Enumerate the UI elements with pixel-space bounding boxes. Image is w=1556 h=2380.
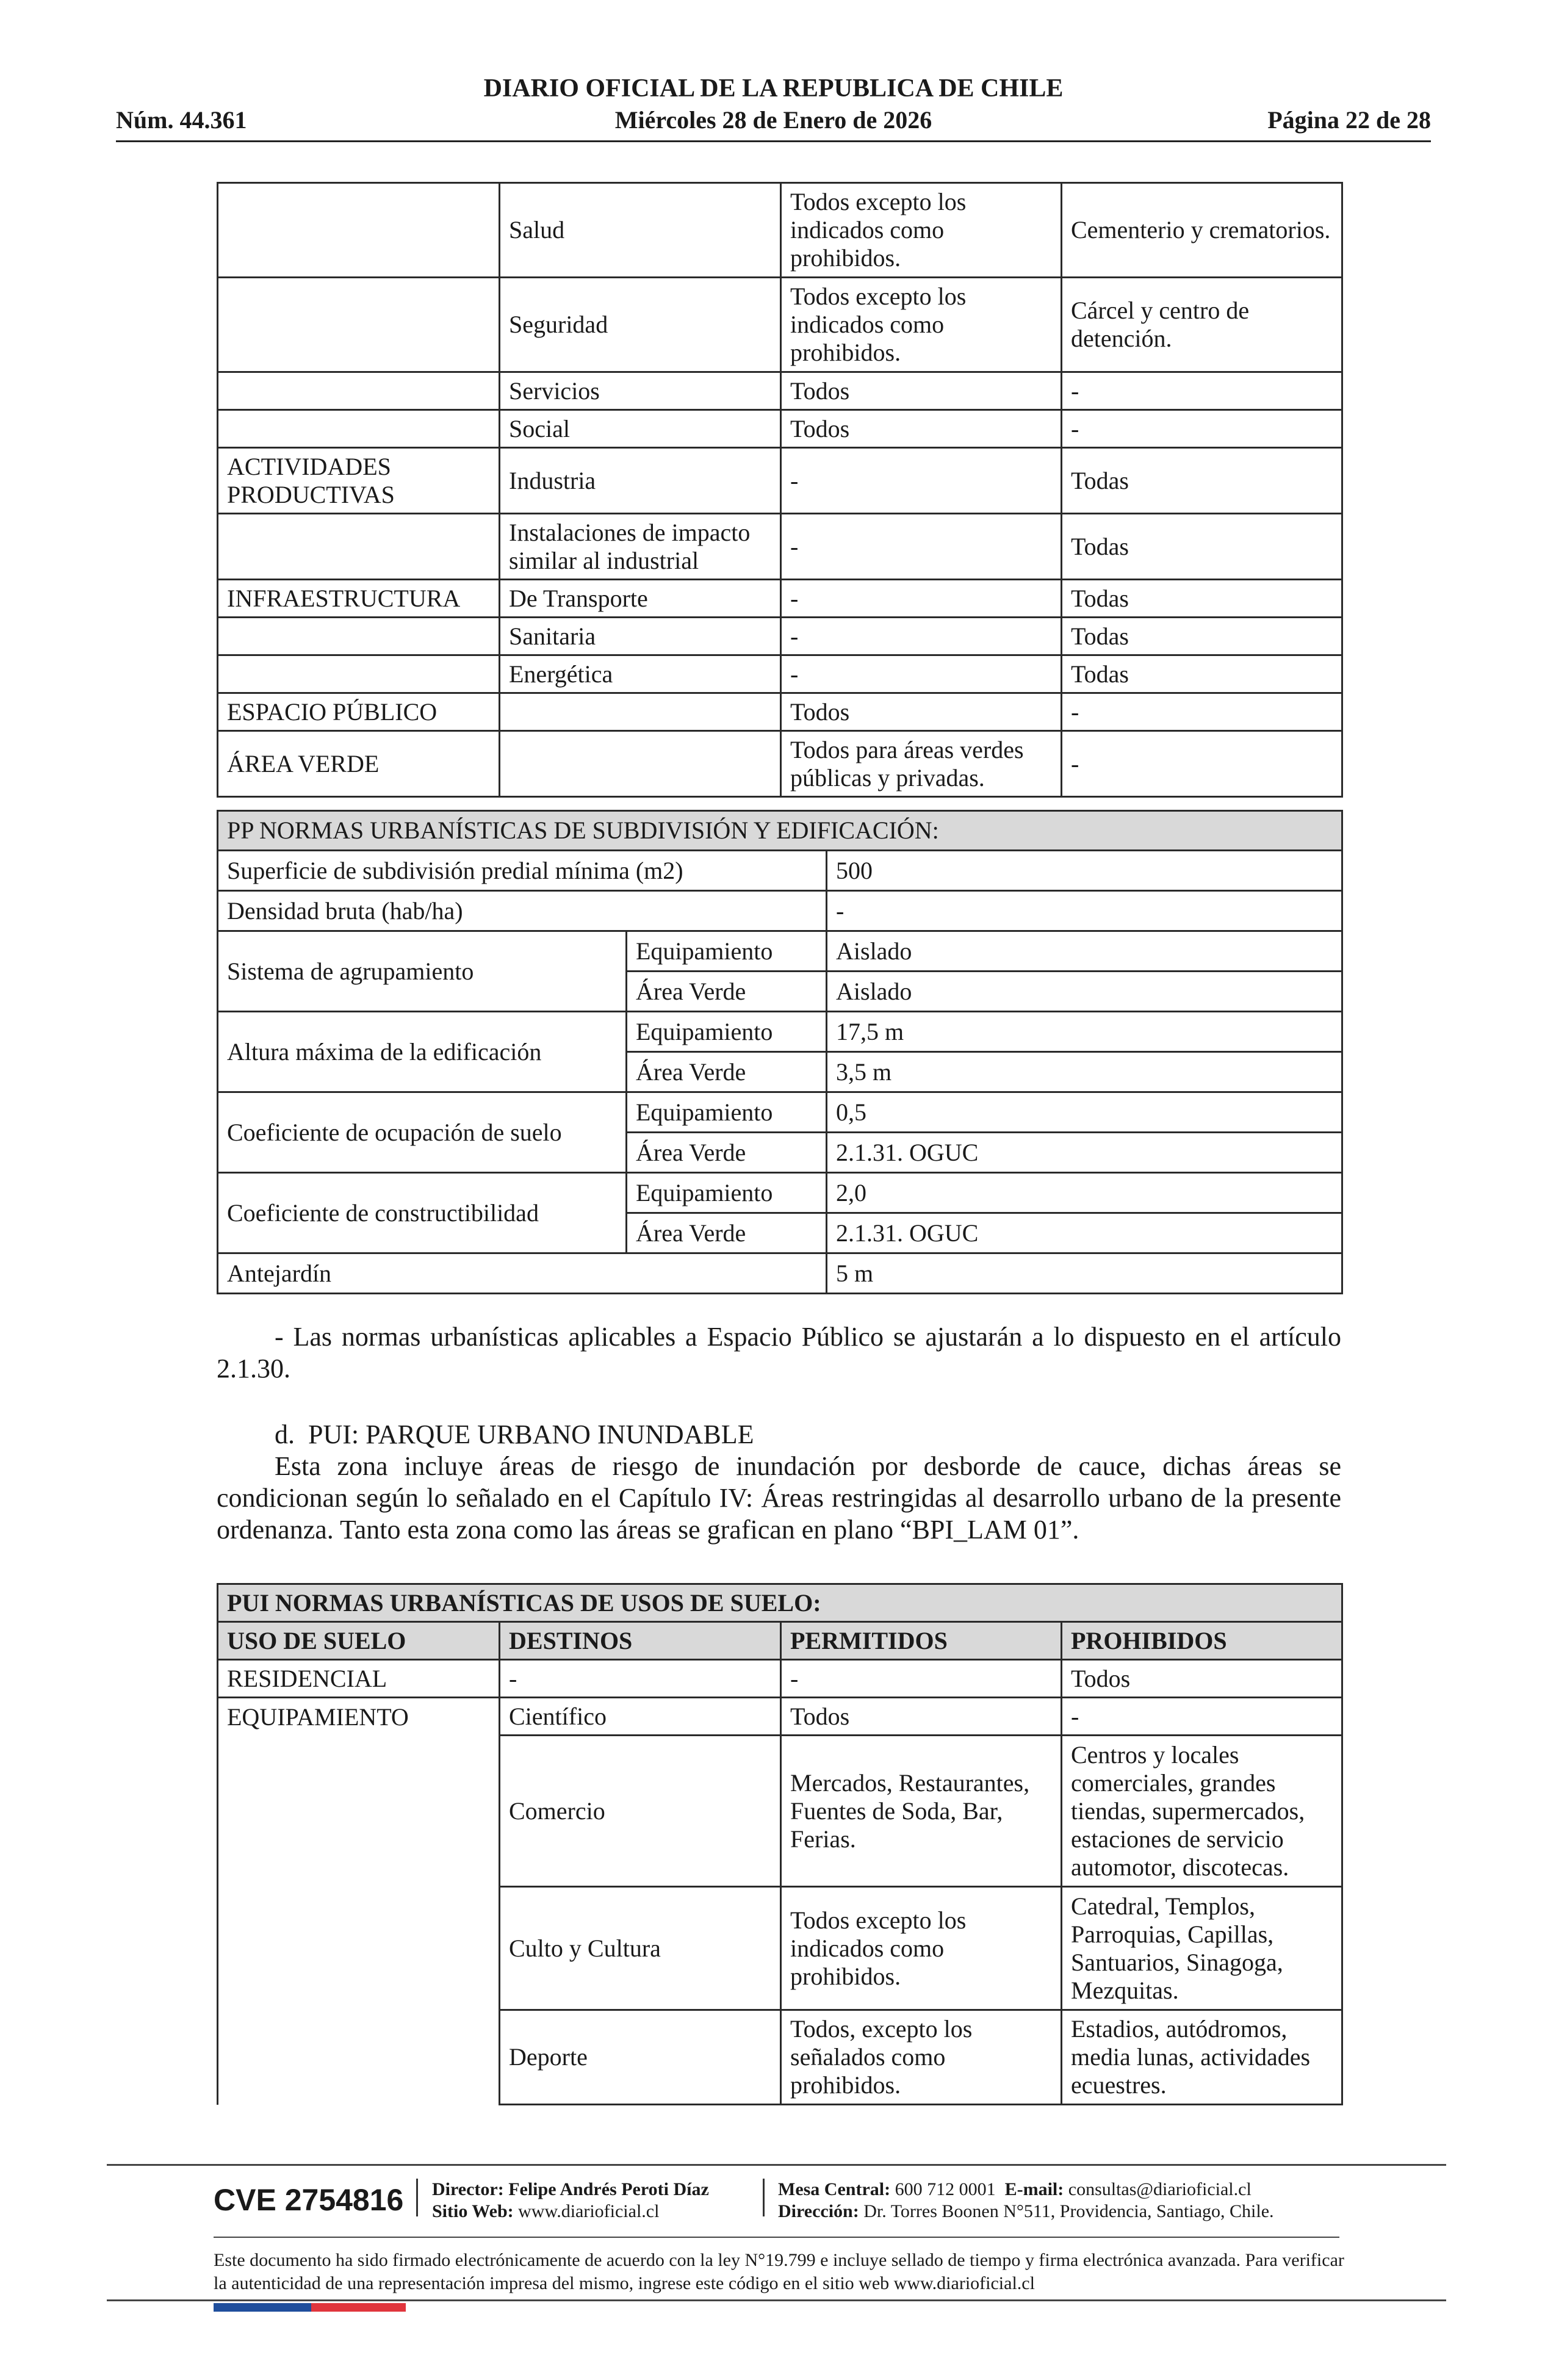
table-cell: Todos excepto los indicados como prohibidos.: [781, 278, 1062, 372]
table-row: [218, 1660, 1342, 1698]
norm-value: 500: [827, 851, 1342, 891]
table-cell: [500, 693, 781, 731]
table-row: [218, 618, 1342, 655]
table-cell: Científico: [500, 1698, 781, 1736]
issue-date: Miércoles 28 de Enero de 2026: [614, 106, 932, 134]
table-cell: Todos: [781, 372, 1062, 410]
table-cell: [218, 655, 500, 693]
norm-value: 2.1.31. OGUC: [827, 1133, 1342, 1173]
table-cell: Todos para áreas verdes públicas y privadas.: [781, 731, 1062, 797]
table-cell: Todos, excepto los señalados como prohibidos.: [781, 2010, 1062, 2105]
table-row: [218, 1253, 1342, 1294]
table-cell: [218, 2010, 500, 2105]
table-cell: Instalaciones de impacto similar al industrial: [500, 514, 781, 580]
table-cell: -: [1062, 731, 1342, 797]
norm-label: Superficie de subdivisión predial mínima (m2): [218, 851, 827, 891]
table-cell: -: [1062, 1698, 1342, 1736]
table-cell: Todos: [781, 693, 1062, 731]
table-cell: -: [781, 1660, 1062, 1698]
table-cell: EQUIPAMIENTO: [218, 1698, 500, 1736]
footer-divider-top: [107, 2164, 1446, 2166]
table-cell: [218, 618, 500, 655]
table-cell: Industria: [500, 448, 781, 514]
table-cell: Catedral, Templos, Parroquias, Capillas, Santuarios, Sinagoga, Mezquitas.: [1062, 1887, 1342, 2010]
table-cell: Seguridad: [500, 278, 781, 372]
table-cell: Cárcel y centro de detención.: [1062, 278, 1342, 372]
central-phone: 600 712 0001: [895, 2179, 996, 2199]
table-cell: -: [1062, 410, 1342, 448]
note-paragraph: - Las normas urbanísticas aplicables a Espacio Público se ajustarán a lo dispuesto en el artículo 2.1.30.: [217, 1322, 1341, 1383]
director-name: Felipe Andrés Peroti Díaz: [508, 2179, 709, 2199]
page-indicator: Página 22 de 28: [1267, 106, 1431, 134]
norm-value: 0,5: [827, 1092, 1342, 1133]
pp-norms-table: [217, 810, 1343, 1294]
web-link[interactable]: www.diarioficial.cl: [518, 2201, 660, 2221]
table-row: [218, 1887, 1342, 2010]
flag-stripe-red: [311, 2303, 406, 2312]
column-header: USO DE SUELO: [218, 1622, 500, 1660]
table-cell: -: [1062, 372, 1342, 410]
table-cell: Estadios, autódromos, media lunas, actividades ecuestres.: [1062, 2010, 1342, 2105]
norm-value: Aislado: [827, 931, 1342, 972]
web-label: Sitio Web:: [432, 2201, 514, 2221]
table-cell: Servicios: [500, 372, 781, 410]
norm-sublabel: Área Verde: [627, 1213, 827, 1253]
norm-label: Densidad bruta (hab/ha): [218, 891, 827, 931]
table-cell: Todas: [1062, 448, 1342, 514]
table-cell: [500, 731, 781, 797]
issue-number: Núm. 44.361: [116, 106, 247, 134]
norm-sublabel: Área Verde: [627, 1133, 827, 1173]
norm-label: Antejardín: [218, 1253, 827, 1294]
norm-value: 17,5 m: [827, 1012, 1342, 1052]
section-paragraph: Esta zona incluye áreas de riesgo de inundación por desborde de cauce, dichas áreas se condicionan según lo señalado en el Capítulo IV: Áreas restringidas al desarrollo urbano de la presente ordenanza. Tanto esta zona como las áreas se grafican en plano “BPI_LAM 01”.: [217, 1451, 1341, 1545]
table-cell: [218, 278, 500, 372]
table-cell: -: [1062, 693, 1342, 731]
table-row: [218, 851, 1342, 891]
table-cell: [218, 1887, 500, 2010]
publication-title: DIARIO OFICIAL DE LA REPUBLICA DE CHILE: [483, 74, 1064, 103]
norm-value: Aislado: [827, 972, 1342, 1012]
table-cell: Todos: [781, 1698, 1062, 1736]
table-row: [218, 655, 1342, 693]
table-cell: Todos: [781, 410, 1062, 448]
norm-sublabel: Equipamiento: [627, 1012, 827, 1052]
column-header: PERMITIDOS: [781, 1622, 1062, 1660]
table-cell: Sanitaria: [500, 618, 781, 655]
table-cell: De Transporte: [500, 580, 781, 618]
table-cell: -: [781, 655, 1062, 693]
section-title: d. PUI: PARQUE URBANO INUNDABLE: [275, 1419, 754, 1449]
table-row: [218, 1173, 1342, 1213]
pp-norms-title: PP NORMAS URBANÍSTICAS DE SUBDIVISIÓN Y EDIFICACIÓN:: [218, 811, 1342, 851]
cve-code: CVE 2754816: [214, 2183, 404, 2217]
table-row: [218, 514, 1342, 580]
norm-sublabel: Equipamiento: [627, 1173, 827, 1213]
director-info: [432, 2179, 709, 2223]
table-cell: Todas: [1062, 580, 1342, 618]
table-cell: Centros y locales comerciales, grandes tiendas, supermercados, estaciones de servicio automotor, discotecas.: [1062, 1736, 1342, 1887]
table-cell: -: [781, 618, 1062, 655]
table-cell: [218, 372, 500, 410]
table-cell: Energética: [500, 655, 781, 693]
table-cell: ACTIVIDADES PRODUCTIVAS: [218, 448, 500, 514]
footer-divider-bottom: [107, 2299, 1446, 2301]
table-cell: Culto y Cultura: [500, 1887, 781, 2010]
table-row: [218, 931, 1342, 972]
email-link[interactable]: consultas@diarioficial.cl: [1068, 2179, 1252, 2199]
norm-label: Altura máxima de la edificación: [218, 1012, 627, 1092]
flag-stripe-blue: [214, 2303, 311, 2312]
table-cell: RESIDENCIAL: [218, 1660, 500, 1698]
table-row: [218, 1012, 1342, 1052]
header-divider: [116, 140, 1431, 142]
norm-sublabel: Equipamiento: [627, 931, 827, 972]
table-row: [218, 580, 1342, 618]
table-row: [218, 410, 1342, 448]
table-cell: [218, 410, 500, 448]
email-label: E-mail:: [1004, 2179, 1064, 2199]
table-cell: Social: [500, 410, 781, 448]
page-header: [116, 73, 1431, 142]
director-label: Director:: [432, 2179, 504, 2199]
norm-label: Sistema de agrupamiento: [218, 931, 627, 1012]
table-cell: -: [781, 580, 1062, 618]
legal-notice: Este documento ha sido firmado electrónicamente de acuerdo con la ley N°19.799 e incluye sellado de tiempo y firma electrónica avanzada. Para verificar la autenticidad de una representación impresa del mismo, ingrese este código en el sitio web www.diarioficial.cl: [214, 2250, 1344, 2293]
central-label: Mesa Central:: [778, 2179, 891, 2199]
table-cell: [218, 514, 500, 580]
table-cell: [218, 1736, 500, 1887]
table-cell: ÁREA VERDE: [218, 731, 500, 797]
table-row: [218, 1092, 1342, 1133]
table-cell: Cementerio y crematorios.: [1062, 183, 1342, 278]
norm-label: Coeficiente de ocupación de suelo: [218, 1092, 627, 1173]
column-header: DESTINOS: [500, 1622, 781, 1660]
table-cell: -: [500, 1660, 781, 1698]
table-row: [218, 693, 1342, 731]
norm-sublabel: Área Verde: [627, 972, 827, 1012]
norm-value: 3,5 m: [827, 1052, 1342, 1092]
table-cell: Todos excepto los indicados como prohibidos.: [781, 1887, 1062, 2010]
address-text: Dr. Torres Boonen N°511, Providencia, Santiago, Chile.: [863, 2201, 1274, 2221]
table-cell: Salud: [500, 183, 781, 278]
norm-sublabel: Área Verde: [627, 1052, 827, 1092]
table-cell: Mercados, Restaurantes, Fuentes de Soda, Bar, Ferias.: [781, 1736, 1062, 1887]
table-cell: Comercio: [500, 1736, 781, 1887]
table-row: [218, 2010, 1342, 2105]
table-row: [218, 891, 1342, 931]
pui-norms-title: PUI NORMAS URBANÍSTICAS DE USOS DE SUELO:: [218, 1584, 1342, 1622]
footer-separator: [416, 2179, 418, 2216]
norm-value: 5 m: [827, 1253, 1342, 1294]
table-cell: Todas: [1062, 618, 1342, 655]
uses-table-continued: [217, 182, 1343, 798]
table-cell: Todas: [1062, 514, 1342, 580]
norm-sublabel: Equipamiento: [627, 1092, 827, 1133]
column-header: PROHIBIDOS: [1062, 1622, 1342, 1660]
table-row: [218, 1736, 1342, 1887]
table-cell: ESPACIO PÚBLICO: [218, 693, 500, 731]
table-header-row: [218, 1622, 1342, 1660]
norm-value: 2,0: [827, 1173, 1342, 1213]
footer-divider-mid: [214, 2237, 1339, 2238]
norm-label: Coeficiente de constructibilidad: [218, 1173, 627, 1253]
table-row: [218, 183, 1342, 278]
norm-value: 2.1.31. OGUC: [827, 1213, 1342, 1253]
table-row: [218, 278, 1342, 372]
table-cell: Todos: [1062, 1660, 1342, 1698]
table-title-row: [218, 811, 1342, 851]
table-row: [218, 448, 1342, 514]
table-cell: Deporte: [500, 2010, 781, 2105]
contact-info: [778, 2179, 1274, 2223]
footer-separator: [763, 2179, 765, 2216]
table-row: [218, 731, 1342, 797]
table-title-row: [218, 1584, 1342, 1622]
table-cell: [218, 183, 500, 278]
table-row: [218, 1698, 1342, 1736]
table-row: [218, 372, 1342, 410]
address-label: Dirección:: [778, 2201, 859, 2221]
pui-norms-table: [217, 1583, 1343, 2105]
table-cell: Todos excepto los indicados como prohibidos.: [781, 183, 1062, 278]
table-cell: INFRAESTRUCTURA: [218, 580, 500, 618]
table-cell: -: [781, 514, 1062, 580]
norm-value: -: [827, 891, 1342, 931]
table-cell: -: [781, 448, 1062, 514]
table-cell: Todas: [1062, 655, 1342, 693]
